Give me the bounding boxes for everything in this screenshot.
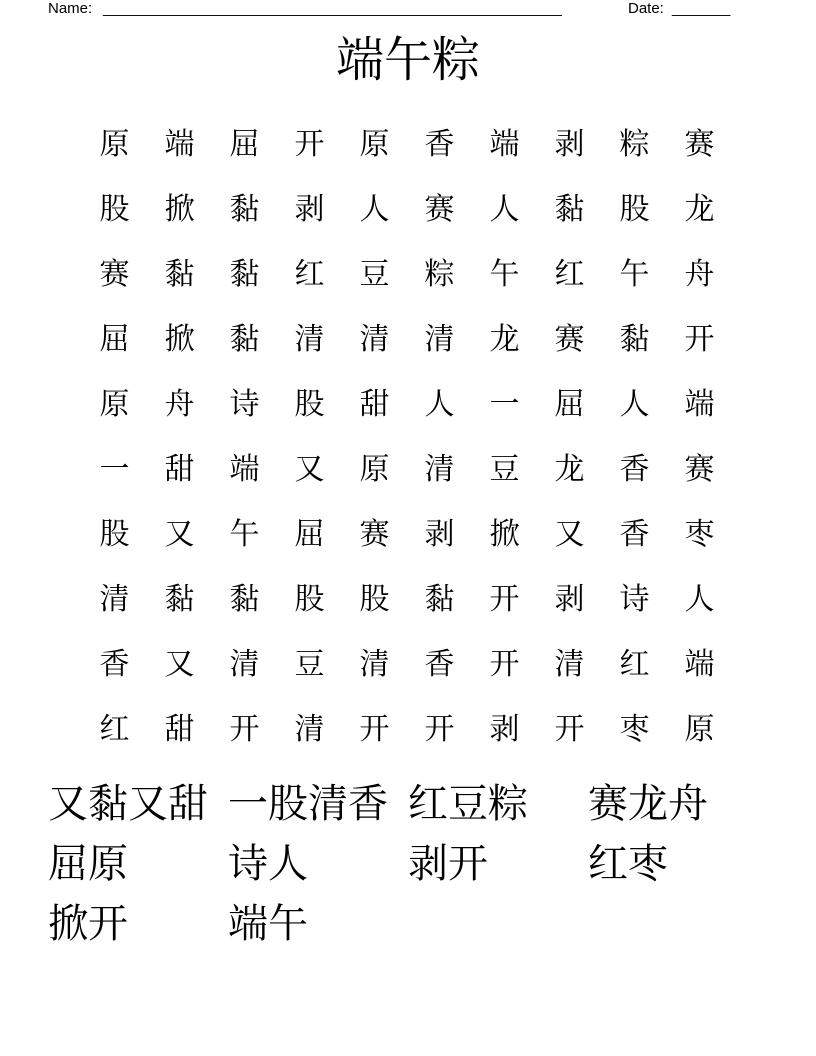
- grid-cell[interactable]: 剥: [489, 712, 520, 747]
- word-bank: [48, 774, 768, 954]
- word-bank-item: 诗人: [228, 841, 308, 887]
- grid-cell[interactable]: 股: [619, 192, 650, 227]
- grid-row: [82, 502, 742, 567]
- grid-cell[interactable]: 屈: [99, 322, 130, 357]
- grid-cell[interactable]: 一: [489, 387, 520, 422]
- grid-row: [82, 242, 742, 307]
- grid-cell[interactable]: 红: [619, 647, 650, 682]
- grid-cell[interactable]: 清: [359, 647, 390, 682]
- grid-cell[interactable]: 诗: [619, 582, 650, 617]
- grid-cell[interactable]: 赛: [424, 192, 455, 227]
- grid-cell[interactable]: 又: [164, 647, 195, 682]
- grid-cell[interactable]: 红: [554, 257, 585, 292]
- word-search-grid: [82, 112, 742, 762]
- word-bank-item: 又黏又甜: [48, 781, 208, 827]
- grid-cell[interactable]: 原: [99, 127, 130, 162]
- grid-cell[interactable]: 股: [99, 192, 130, 227]
- grid-cell[interactable]: 股: [99, 517, 130, 552]
- header: [48, 0, 748, 18]
- grid-cell[interactable]: 赛: [99, 257, 130, 292]
- grid-row: [82, 177, 742, 242]
- grid-cell[interactable]: 股: [294, 387, 325, 422]
- grid-cell[interactable]: 黏: [229, 192, 260, 227]
- grid-cell[interactable]: 剥: [554, 582, 585, 617]
- grid-row: [82, 567, 742, 632]
- grid-cell[interactable]: 香: [99, 647, 130, 682]
- grid-cell[interactable]: 午: [489, 257, 520, 292]
- grid-cell[interactable]: 赛: [554, 322, 585, 357]
- grid-cell[interactable]: 舟: [684, 257, 715, 292]
- grid-cell[interactable]: 端: [164, 127, 195, 162]
- grid-cell[interactable]: 端: [489, 127, 520, 162]
- word-bank-item: 赛龙舟: [588, 781, 708, 827]
- grid-cell[interactable]: 掀: [164, 192, 195, 227]
- grid-cell[interactable]: 红: [99, 712, 130, 747]
- grid-cell[interactable]: 开: [554, 712, 585, 747]
- grid-cell[interactable]: 香: [619, 452, 650, 487]
- grid-cell[interactable]: 甜: [359, 387, 390, 422]
- grid-cell[interactable]: 黏: [229, 257, 260, 292]
- word-bank-item: 红枣: [588, 841, 668, 887]
- grid-cell[interactable]: 甜: [164, 712, 195, 747]
- grid-row: [82, 437, 742, 502]
- grid-cell[interactable]: 屈: [554, 387, 585, 422]
- word-bank-item: 掀开: [48, 901, 128, 947]
- grid-cell[interactable]: 红: [294, 257, 325, 292]
- grid-cell[interactable]: 香: [619, 517, 650, 552]
- grid-row: [82, 112, 742, 177]
- grid-cell[interactable]: 豆: [489, 452, 520, 487]
- grid-cell[interactable]: 舟: [164, 387, 195, 422]
- grid-cell[interactable]: 一: [99, 452, 130, 487]
- grid-cell[interactable]: 诗: [229, 387, 260, 422]
- grid-cell[interactable]: 人: [359, 192, 390, 227]
- grid-cell[interactable]: 端: [684, 387, 715, 422]
- name-label: Name:: [48, 0, 93, 17]
- grid-cell[interactable]: 人: [424, 387, 455, 422]
- grid-cell[interactable]: 甜: [164, 452, 195, 487]
- grid-cell[interactable]: 香: [424, 127, 455, 162]
- word-bank-item: 红豆粽: [408, 781, 528, 827]
- grid-cell[interactable]: 豆: [359, 257, 390, 292]
- grid-cell[interactable]: 又: [164, 517, 195, 552]
- grid-cell[interactable]: 股: [359, 582, 390, 617]
- grid-cell[interactable]: 剥: [294, 192, 325, 227]
- grid-cell[interactable]: 清: [554, 647, 585, 682]
- grid-cell[interactable]: 掀: [489, 517, 520, 552]
- grid-cell[interactable]: 粽: [424, 257, 455, 292]
- grid-cell[interactable]: 掀: [164, 322, 195, 357]
- word-bank-item: 端午: [228, 901, 308, 947]
- grid-cell[interactable]: 赛: [684, 127, 715, 162]
- grid-cell[interactable]: 又: [294, 452, 325, 487]
- grid-cell[interactable]: 开: [359, 712, 390, 747]
- grid-cell[interactable]: 股: [294, 582, 325, 617]
- grid-cell[interactable]: 午: [229, 517, 260, 552]
- grid-cell[interactable]: 原: [359, 127, 390, 162]
- grid-cell[interactable]: 屈: [294, 517, 325, 552]
- grid-cell[interactable]: 清: [99, 582, 130, 617]
- page-title: 端午粽: [335, 32, 480, 88]
- date-label: Date:: [628, 0, 664, 17]
- grid-cell[interactable]: 黏: [164, 257, 195, 292]
- grid-cell[interactable]: 香: [424, 647, 455, 682]
- grid-cell[interactable]: 豆: [294, 647, 325, 682]
- grid-row: [82, 697, 742, 762]
- grid-cell[interactable]: 原: [684, 712, 715, 747]
- grid-cell[interactable]: 黏: [229, 322, 260, 357]
- grid-cell[interactable]: 原: [99, 387, 130, 422]
- date-field-line[interactable]: _______: [672, 0, 731, 17]
- grid-cell[interactable]: 剥: [424, 517, 455, 552]
- grid-cell[interactable]: 龙: [554, 452, 585, 487]
- grid-cell[interactable]: 人: [684, 582, 715, 617]
- grid-cell[interactable]: 开: [489, 582, 520, 617]
- grid-cell[interactable]: 端: [229, 452, 260, 487]
- grid-row: [82, 372, 742, 437]
- grid-cell[interactable]: 清: [424, 322, 455, 357]
- word-bank-item: 屈原: [48, 841, 128, 887]
- grid-cell[interactable]: 屈: [229, 127, 260, 162]
- grid-cell[interactable]: 剥: [554, 127, 585, 162]
- grid-cell[interactable]: 枣: [684, 517, 715, 552]
- grid-cell[interactable]: 龙: [489, 322, 520, 357]
- grid-cell[interactable]: 黏: [619, 322, 650, 357]
- grid-cell[interactable]: 黏: [554, 192, 585, 227]
- grid-cell[interactable]: 午: [619, 257, 650, 292]
- grid-cell[interactable]: 龙: [684, 192, 715, 227]
- grid-cell[interactable]: 赛: [359, 517, 390, 552]
- grid-cell[interactable]: 黏: [229, 582, 260, 617]
- grid-cell[interactable]: 开: [229, 712, 260, 747]
- grid-cell[interactable]: 清: [294, 712, 325, 747]
- grid-row: [82, 307, 742, 372]
- grid-cell[interactable]: 又: [554, 517, 585, 552]
- grid-cell[interactable]: 清: [294, 322, 325, 357]
- word-bank-item: 一股清香: [228, 781, 388, 827]
- grid-cell[interactable]: 原: [359, 452, 390, 487]
- name-field-line[interactable]: _______________________________________________________: [103, 0, 562, 17]
- grid-cell[interactable]: 端: [684, 647, 715, 682]
- grid-cell[interactable]: 枣: [619, 712, 650, 747]
- grid-cell[interactable]: 开: [424, 712, 455, 747]
- grid-cell[interactable]: 人: [619, 387, 650, 422]
- grid-cell[interactable]: 人: [489, 192, 520, 227]
- grid-cell[interactable]: 清: [424, 452, 455, 487]
- grid-cell[interactable]: 清: [229, 647, 260, 682]
- word-bank-item: 剥开: [408, 841, 488, 887]
- grid-row: [82, 632, 742, 697]
- grid-cell[interactable]: 开: [294, 127, 325, 162]
- grid-cell[interactable]: 黏: [424, 582, 455, 617]
- grid-cell[interactable]: 赛: [684, 452, 715, 487]
- grid-cell[interactable]: 黏: [164, 582, 195, 617]
- grid-cell[interactable]: 粽: [619, 127, 650, 162]
- grid-cell[interactable]: 开: [684, 322, 715, 357]
- grid-cell[interactable]: 开: [489, 647, 520, 682]
- grid-cell[interactable]: 清: [359, 322, 390, 357]
